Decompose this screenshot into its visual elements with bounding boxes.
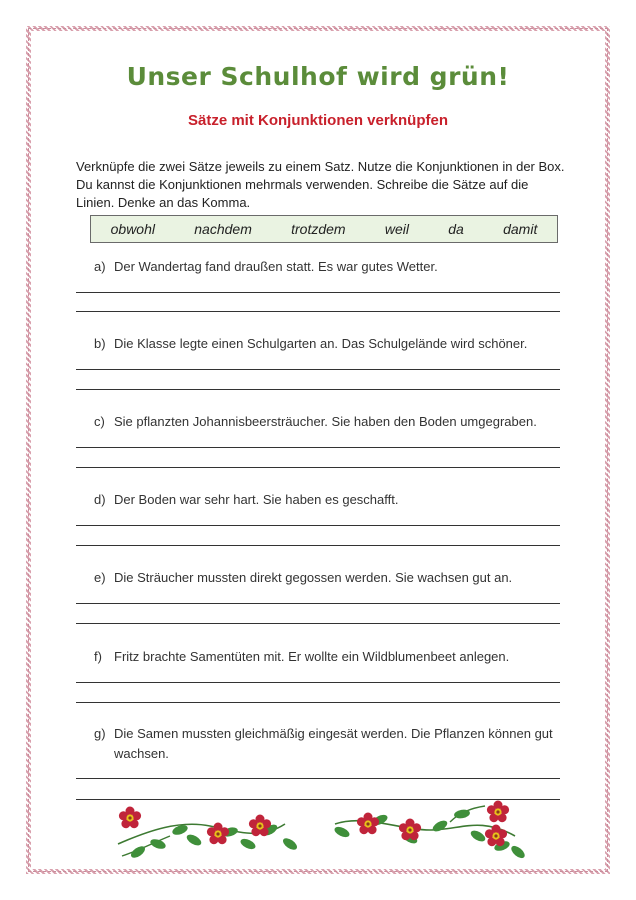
- answer-line[interactable]: [76, 603, 560, 604]
- conjunction-word: weil: [384, 221, 409, 237]
- conjunction-word: obwohl: [110, 221, 155, 237]
- conjunction-word: trotzdem: [291, 221, 346, 237]
- task-letter: b): [94, 336, 106, 351]
- task-item: [76, 724, 560, 764]
- worksheet-subtitle: Sätze mit Konjunktionen verknüpfen: [187, 112, 449, 129]
- answer-line[interactable]: [76, 702, 560, 703]
- task-letter: d): [94, 492, 106, 507]
- task-letter: e): [94, 570, 106, 585]
- task-sentence: Der Wandertag fand draußen statt. Es war gutes Wetter.: [114, 259, 438, 274]
- flower-vine-icon: [110, 800, 530, 866]
- task-item: [76, 568, 560, 588]
- task-sentence: Die Sträucher mussten direkt gegossen werden. Sie wachsen gut an.: [114, 570, 513, 585]
- answer-line[interactable]: [76, 467, 560, 468]
- answer-line[interactable]: [76, 389, 560, 390]
- worksheet-title: Unser Schulhof wird grün!: [126, 62, 510, 91]
- answer-line[interactable]: [76, 525, 560, 526]
- answer-line[interactable]: [76, 682, 560, 683]
- answer-line[interactable]: [76, 778, 560, 779]
- conjunction-word: nachdem: [194, 221, 252, 237]
- answer-line[interactable]: [76, 369, 560, 370]
- task-item: [76, 490, 560, 510]
- task-item: [76, 257, 560, 277]
- answer-line[interactable]: [76, 623, 560, 624]
- task-letter: f): [94, 649, 102, 664]
- task-sentence: Fritz brachte Samentüten mit. Er wollte ein Wildblumenbeet anlegen.: [114, 649, 510, 664]
- answer-line[interactable]: [76, 447, 560, 448]
- task-item: [76, 334, 560, 354]
- task-item: [76, 412, 560, 432]
- answer-line[interactable]: [76, 292, 560, 293]
- task-sentence: Sie pflanzten Johannisbeersträucher. Sie haben den Boden umgegraben.: [114, 414, 537, 429]
- task-item: [76, 647, 560, 667]
- task-letter: c): [94, 414, 105, 429]
- conjunction-word: da: [448, 221, 464, 237]
- conjunction-box: [90, 215, 558, 243]
- task-letter: g): [94, 726, 106, 741]
- task-sentence: Der Boden war sehr hart. Sie haben es geschafft.: [114, 492, 399, 507]
- conjunction-word: damit: [503, 221, 538, 237]
- answer-line[interactable]: [76, 545, 560, 546]
- task-letter: a): [94, 259, 106, 274]
- instructions-text: Verknüpfe die zwei Sätze jeweils zu einem Satz. Nutze die Konjunktionen in der Box. Du kannst die Konjunktionen mehrmals verwenden. Schreibe die Sätze auf die Linien. Denke an das Komma.: [76, 159, 565, 210]
- task-sentence: Die Klasse legte einen Schulgarten an. Das Schulgelände wird schöner.: [114, 336, 528, 351]
- answer-line[interactable]: [76, 311, 560, 312]
- task-sentence: Die Samen mussten gleichmäßig eingesät werden. Die Pflanzen können gut wachsen.: [114, 726, 553, 761]
